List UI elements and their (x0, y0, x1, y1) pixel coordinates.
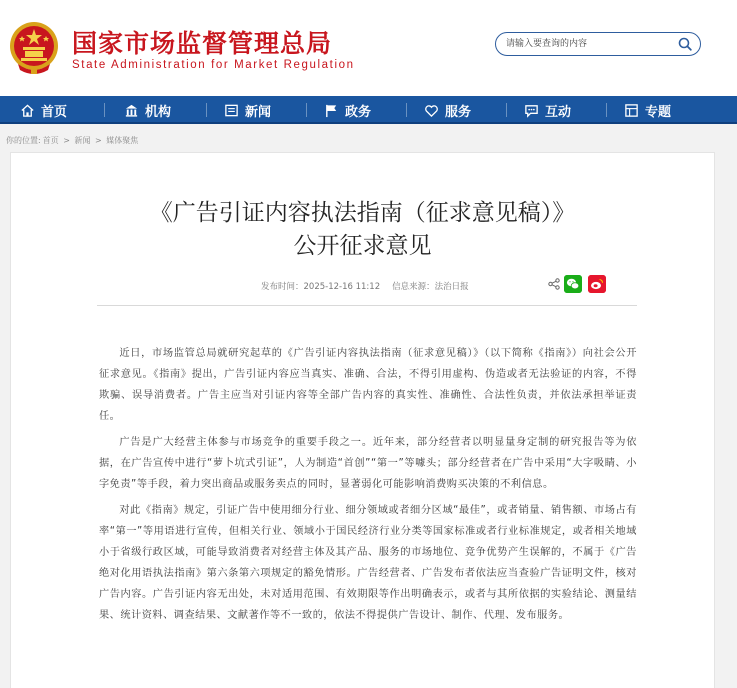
home-icon (20, 103, 35, 118)
search-input[interactable] (506, 36, 666, 52)
nav-divider (306, 103, 307, 117)
nav-divider (406, 103, 407, 117)
site-header (0, 0, 737, 96)
weibo-icon[interactable] (588, 275, 606, 293)
breadcrumb-separator: > (60, 136, 73, 145)
breadcrumb (6, 135, 140, 146)
nav-item-service[interactable] (424, 96, 471, 124)
meta-divider (97, 305, 637, 306)
source-label: 信息来源： (392, 282, 435, 292)
site-title-english: State Administration for Market Regulation (72, 59, 355, 71)
search-icon[interactable] (678, 37, 692, 51)
nav-label-institution: 机构 (145, 104, 172, 120)
article-title-line1: 《广告引证内容执法指南（征求意见稿）》 (149, 200, 576, 226)
news-icon (224, 103, 239, 118)
building-icon (124, 103, 139, 118)
article-paragraph: 近日，市场监管总局就研究起草的《广告引证内容执法指南（征求意见稿）》（以下简称《指南》）向社会公开征求意见。《指南》提出，广告引证内容应当真实、准确、合法，不得引用虚构、伪造或者无法验证的内容，不得欺骗、误导消费者。广告主应当对引证内容等全部广告内容的真实性、准确性、合法性负责，并依法承担举证责任。 (99, 348, 637, 422)
nav-label-news: 新闻 (245, 104, 272, 120)
breadcrumb-item-home[interactable]: 首页 (42, 136, 59, 145)
nav-item-affairs[interactable] (324, 96, 371, 124)
article-meta (261, 280, 469, 292)
nav-label-interaction: 互动 (545, 104, 572, 120)
heart-icon (424, 103, 439, 118)
breadcrumb-separator: > (92, 136, 105, 145)
chat-icon (524, 103, 539, 118)
share-bar (548, 275, 638, 295)
search-box (495, 32, 701, 56)
nav-label-service: 服务 (445, 104, 472, 120)
share-icon[interactable] (548, 278, 560, 290)
source-name: 法治日报 (434, 282, 469, 292)
article-body (99, 343, 637, 631)
breadcrumb-item-media[interactable]: 媒体聚焦 (106, 136, 139, 145)
nav-item-news[interactable] (224, 96, 271, 124)
nav-label-affairs: 政务 (345, 104, 372, 120)
article-card (10, 152, 715, 688)
nav-item-institution[interactable] (124, 96, 171, 124)
article-title (11, 197, 714, 263)
nav-item-home[interactable] (20, 96, 67, 124)
nav-divider (206, 103, 207, 117)
national-emblem-icon[interactable] (8, 20, 60, 76)
wechat-icon[interactable] (564, 275, 582, 293)
nav-item-interaction[interactable] (524, 96, 571, 124)
article-paragraph: 广告是广大经营主体参与市场竞争的重要手段之一。近年来，部分经营者以明显量身定制的研究报告等为依据，在广告宣传中进行“萝卜坑式引证”，人为制造“首创”“第一”等噱头；部分经营者在广告中采用“大字吸睛、小字免责”等手段，着力突出商品或服务卖点的同时，显著弱化可能影响消费购买决策的不利信息。 (99, 437, 637, 490)
nav-item-topics[interactable] (624, 96, 671, 124)
nav-divider (506, 103, 507, 117)
article-paragraph: 对此《指南》规定，引证广告中使用细分行业、细分领域或者细分区域“最佳”，或者销量、销售额、市场占有率“第一”等用语进行宣传，但相关行业、领域小于国民经济行业分类等国家标准或者行业标准规定，或者相关地域小于省级行政区域，可能导致消费者对经营主体及其产品、服务的市场地位、竞争优势产生误解的，不属于《广告绝对化用语执法指南》第六条第六项规定的豁免情形。广告经营者、广告发布者依法应当查验广告证明文件，核对广告内容。广告引证内容无出处，未对适用范围、有效期限等作出明确表示，或者与其所依据的实验结论、测量结果、统计资料、调查结果、文献著作等不一致的，依法不得提供广告设计、制作、代理、发布服务。 (99, 505, 637, 621)
nav-divider (606, 103, 607, 117)
breadcrumb-prefix: 你的位置: (6, 136, 41, 145)
topic-icon (624, 103, 639, 118)
site-title[interactable]: 国家市场监督管理总局 (72, 29, 333, 58)
flag-icon (324, 103, 339, 118)
nav-label-topics: 专题 (645, 104, 672, 120)
main-nav (0, 96, 737, 124)
nav-label-home: 首页 (41, 104, 68, 120)
article-title-line2: 公开征求意见 (293, 233, 432, 259)
breadcrumb-item-news[interactable]: 新闻 (74, 136, 91, 145)
nav-divider (104, 103, 105, 117)
publish-time: 2025-12-16 11:12 (303, 282, 381, 292)
publish-time-label: 发布时间： (261, 282, 304, 292)
